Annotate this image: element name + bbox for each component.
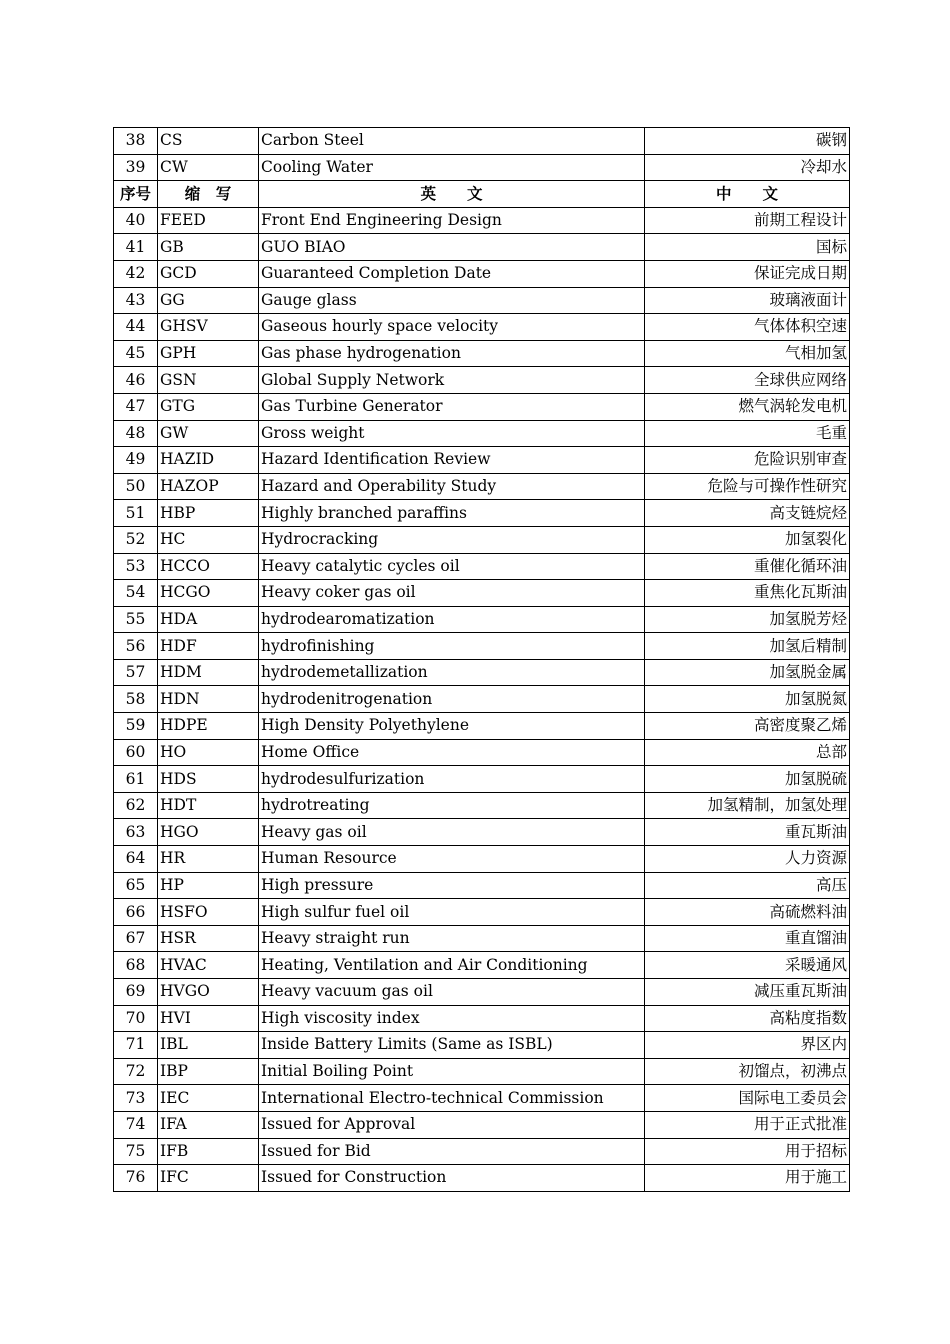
row-chinese: 重直馏油 — [645, 925, 850, 952]
row-english: Cooling Water — [259, 154, 645, 181]
row-english: High pressure — [259, 872, 645, 899]
header-chinese: 中 文 — [645, 181, 850, 208]
row-number: 74 — [114, 1111, 158, 1138]
table-header-row — [114, 181, 850, 208]
row-abbreviation: HAZOP — [158, 473, 259, 500]
row-abbreviation: HCCO — [158, 553, 259, 580]
row-english: Gaseous hourly space velocity — [259, 314, 645, 341]
row-abbreviation: IEC — [158, 1085, 259, 1112]
table-row — [114, 739, 850, 766]
row-number: 43 — [114, 287, 158, 314]
table-row — [114, 367, 850, 394]
row-english: High viscosity index — [259, 1005, 645, 1032]
row-chinese: 高粘度指数 — [645, 1005, 850, 1032]
header-abbreviation: 缩 写 — [158, 181, 259, 208]
row-number: 66 — [114, 899, 158, 926]
row-abbreviation: HDN — [158, 686, 259, 713]
row-chinese: 气相加氢 — [645, 340, 850, 367]
row-number: 45 — [114, 340, 158, 367]
row-abbreviation: HSR — [158, 925, 259, 952]
row-abbreviation: HDA — [158, 606, 259, 633]
table-row — [114, 872, 850, 899]
row-abbreviation: GG — [158, 287, 259, 314]
row-english: Guaranteed Completion Date — [259, 260, 645, 287]
row-number: 52 — [114, 526, 158, 553]
row-number: 51 — [114, 500, 158, 527]
table-row — [114, 526, 850, 553]
row-number: 59 — [114, 713, 158, 740]
row-chinese: 初馏点，初沸点 — [645, 1058, 850, 1085]
row-chinese: 前期工程设计 — [645, 207, 850, 234]
row-number: 47 — [114, 393, 158, 420]
row-english: High Density Polyethylene — [259, 713, 645, 740]
row-abbreviation: HVAC — [158, 952, 259, 979]
row-abbreviation: GPH — [158, 340, 259, 367]
row-english: Heavy vacuum gas oil — [259, 979, 645, 1006]
row-abbreviation: FEED — [158, 207, 259, 234]
table-row — [114, 925, 850, 952]
row-abbreviation: HGO — [158, 819, 259, 846]
row-english: International Electro-technical Commission — [259, 1085, 645, 1112]
row-number: 38 — [114, 128, 158, 155]
header-number: 序号 — [114, 181, 158, 208]
row-chinese: 高支链烷烃 — [645, 500, 850, 527]
abbreviation-table — [113, 127, 850, 1192]
row-abbreviation: CS — [158, 128, 259, 155]
row-chinese: 高密度聚乙烯 — [645, 713, 850, 740]
row-chinese: 人力资源 — [645, 846, 850, 873]
row-chinese: 采暖通风 — [645, 952, 850, 979]
row-english: Home Office — [259, 739, 645, 766]
table-row — [114, 128, 850, 155]
row-number: 60 — [114, 739, 158, 766]
table-row — [114, 234, 850, 261]
row-english: Heavy catalytic cycles oil — [259, 553, 645, 580]
row-number: 48 — [114, 420, 158, 447]
row-abbreviation: HDM — [158, 659, 259, 686]
row-number: 62 — [114, 792, 158, 819]
row-abbreviation: CW — [158, 154, 259, 181]
row-number: 63 — [114, 819, 158, 846]
table-row — [114, 1032, 850, 1059]
row-english: Heavy straight run — [259, 925, 645, 952]
row-chinese: 高压 — [645, 872, 850, 899]
row-abbreviation: HDF — [158, 633, 259, 660]
row-abbreviation: HDS — [158, 766, 259, 793]
row-english: Gas phase hydrogenation — [259, 340, 645, 367]
row-abbreviation: IFA — [158, 1111, 259, 1138]
row-number: 39 — [114, 154, 158, 181]
row-abbreviation: HAZID — [158, 447, 259, 474]
row-chinese: 用于施工 — [645, 1165, 850, 1192]
row-chinese: 重瓦斯油 — [645, 819, 850, 846]
table-row — [114, 1165, 850, 1192]
row-english: Heavy gas oil — [259, 819, 645, 846]
table-row — [114, 580, 850, 607]
row-english: Highly branched paraffins — [259, 500, 645, 527]
row-chinese: 燃气涡轮发电机 — [645, 393, 850, 420]
table-row — [114, 447, 850, 474]
table-row — [114, 1085, 850, 1112]
row-number: 67 — [114, 925, 158, 952]
table-row — [114, 979, 850, 1006]
row-chinese: 毛重 — [645, 420, 850, 447]
table-row — [114, 1138, 850, 1165]
row-abbreviation: HCGO — [158, 580, 259, 607]
table-row — [114, 473, 850, 500]
abbreviation-table-body — [114, 128, 850, 1192]
row-abbreviation: IFB — [158, 1138, 259, 1165]
table-row — [114, 633, 850, 660]
table-row — [114, 659, 850, 686]
row-chinese: 用于正式批准 — [645, 1111, 850, 1138]
row-number: 71 — [114, 1032, 158, 1059]
row-number: 55 — [114, 606, 158, 633]
row-english: hydrotreating — [259, 792, 645, 819]
row-chinese: 国际电工委员会 — [645, 1085, 850, 1112]
row-english: Heavy coker gas oil — [259, 580, 645, 607]
table-row — [114, 952, 850, 979]
row-number: 53 — [114, 553, 158, 580]
row-chinese: 气体体积空速 — [645, 314, 850, 341]
row-number: 50 — [114, 473, 158, 500]
row-english: hydrodemetallization — [259, 659, 645, 686]
row-number: 65 — [114, 872, 158, 899]
table-row — [114, 819, 850, 846]
row-english: Gauge glass — [259, 287, 645, 314]
row-english: Global Supply Network — [259, 367, 645, 394]
row-chinese: 危险与可操作性研究 — [645, 473, 850, 500]
row-chinese: 重催化循环油 — [645, 553, 850, 580]
header-english: 英 文 — [259, 181, 645, 208]
table-row — [114, 314, 850, 341]
row-number: 75 — [114, 1138, 158, 1165]
row-english: Carbon Steel — [259, 128, 645, 155]
row-chinese: 加氢精制，加氢处理 — [645, 792, 850, 819]
row-chinese: 界区内 — [645, 1032, 850, 1059]
row-chinese: 玻璃液面计 — [645, 287, 850, 314]
row-chinese: 加氢脱氮 — [645, 686, 850, 713]
table-row — [114, 686, 850, 713]
row-english: Gas Turbine Generator — [259, 393, 645, 420]
table-row — [114, 340, 850, 367]
row-abbreviation: IBP — [158, 1058, 259, 1085]
row-chinese: 用于招标 — [645, 1138, 850, 1165]
row-chinese: 重焦化瓦斯油 — [645, 580, 850, 607]
row-number: 72 — [114, 1058, 158, 1085]
row-number: 49 — [114, 447, 158, 474]
table-row — [114, 154, 850, 181]
row-abbreviation: IBL — [158, 1032, 259, 1059]
row-number: 70 — [114, 1005, 158, 1032]
row-abbreviation: HC — [158, 526, 259, 553]
row-chinese: 加氢脱金属 — [645, 659, 850, 686]
row-number: 57 — [114, 659, 158, 686]
row-abbreviation: GHSV — [158, 314, 259, 341]
row-english: hydrodenitrogenation — [259, 686, 645, 713]
row-abbreviation: IFC — [158, 1165, 259, 1192]
table-row — [114, 606, 850, 633]
row-english: Hydrocracking — [259, 526, 645, 553]
row-number: 41 — [114, 234, 158, 261]
row-english: hydrofinishing — [259, 633, 645, 660]
row-english: High sulfur fuel oil — [259, 899, 645, 926]
row-abbreviation: HR — [158, 846, 259, 873]
row-chinese: 冷却水 — [645, 154, 850, 181]
row-english: Human Resource — [259, 846, 645, 873]
table-row — [114, 420, 850, 447]
row-number: 58 — [114, 686, 158, 713]
row-chinese: 全球供应网络 — [645, 367, 850, 394]
row-number: 64 — [114, 846, 158, 873]
row-number: 73 — [114, 1085, 158, 1112]
row-english: GUO BIAO — [259, 234, 645, 261]
table-row — [114, 287, 850, 314]
row-english: Issued for Approval — [259, 1111, 645, 1138]
row-english: Issued for Construction — [259, 1165, 645, 1192]
table-row — [114, 393, 850, 420]
row-english: Heating, Ventilation and Air Conditioning — [259, 952, 645, 979]
table-row — [114, 766, 850, 793]
table-row — [114, 553, 850, 580]
row-number: 40 — [114, 207, 158, 234]
table-row — [114, 207, 850, 234]
row-chinese: 高硫燃料油 — [645, 899, 850, 926]
row-number: 61 — [114, 766, 158, 793]
row-abbreviation: HDPE — [158, 713, 259, 740]
row-chinese: 减压重瓦斯油 — [645, 979, 850, 1006]
table-row — [114, 1111, 850, 1138]
row-chinese: 总部 — [645, 739, 850, 766]
row-abbreviation: GB — [158, 234, 259, 261]
table-row — [114, 713, 850, 740]
table-row — [114, 1005, 850, 1032]
row-abbreviation: GTG — [158, 393, 259, 420]
row-abbreviation: HVI — [158, 1005, 259, 1032]
row-english: Issued for Bid — [259, 1138, 645, 1165]
row-english: Inside Battery Limits (Same as ISBL) — [259, 1032, 645, 1059]
row-chinese: 危险识别审查 — [645, 447, 850, 474]
row-english: Initial Boiling Point — [259, 1058, 645, 1085]
row-english: Hazard and Operability Study — [259, 473, 645, 500]
row-chinese: 加氢裂化 — [645, 526, 850, 553]
row-english: Gross weight — [259, 420, 645, 447]
table-row — [114, 846, 850, 873]
row-abbreviation: GCD — [158, 260, 259, 287]
table-row — [114, 1058, 850, 1085]
table-row — [114, 899, 850, 926]
row-abbreviation: HVGO — [158, 979, 259, 1006]
row-number: 56 — [114, 633, 158, 660]
row-english: hydrodesulfurization — [259, 766, 645, 793]
row-chinese: 加氢脱硫 — [645, 766, 850, 793]
row-number: 69 — [114, 979, 158, 1006]
row-chinese: 加氢后精制 — [645, 633, 850, 660]
row-abbreviation: HSFO — [158, 899, 259, 926]
row-abbreviation: HO — [158, 739, 259, 766]
row-abbreviation: GW — [158, 420, 259, 447]
table-row — [114, 260, 850, 287]
row-chinese: 碳钢 — [645, 128, 850, 155]
row-number: 54 — [114, 580, 158, 607]
row-number: 42 — [114, 260, 158, 287]
row-chinese: 加氢脱芳烃 — [645, 606, 850, 633]
row-number: 44 — [114, 314, 158, 341]
row-number: 46 — [114, 367, 158, 394]
row-abbreviation: HP — [158, 872, 259, 899]
row-english: hydrodearomatization — [259, 606, 645, 633]
row-english: Hazard Identification Review — [259, 447, 645, 474]
row-chinese: 国标 — [645, 234, 850, 261]
row-abbreviation: HBP — [158, 500, 259, 527]
row-number: 76 — [114, 1165, 158, 1192]
table-row — [114, 500, 850, 527]
row-abbreviation: GSN — [158, 367, 259, 394]
row-abbreviation: HDT — [158, 792, 259, 819]
row-chinese: 保证完成日期 — [645, 260, 850, 287]
row-english: Front End Engineering Design — [259, 207, 645, 234]
row-number: 68 — [114, 952, 158, 979]
table-row — [114, 792, 850, 819]
